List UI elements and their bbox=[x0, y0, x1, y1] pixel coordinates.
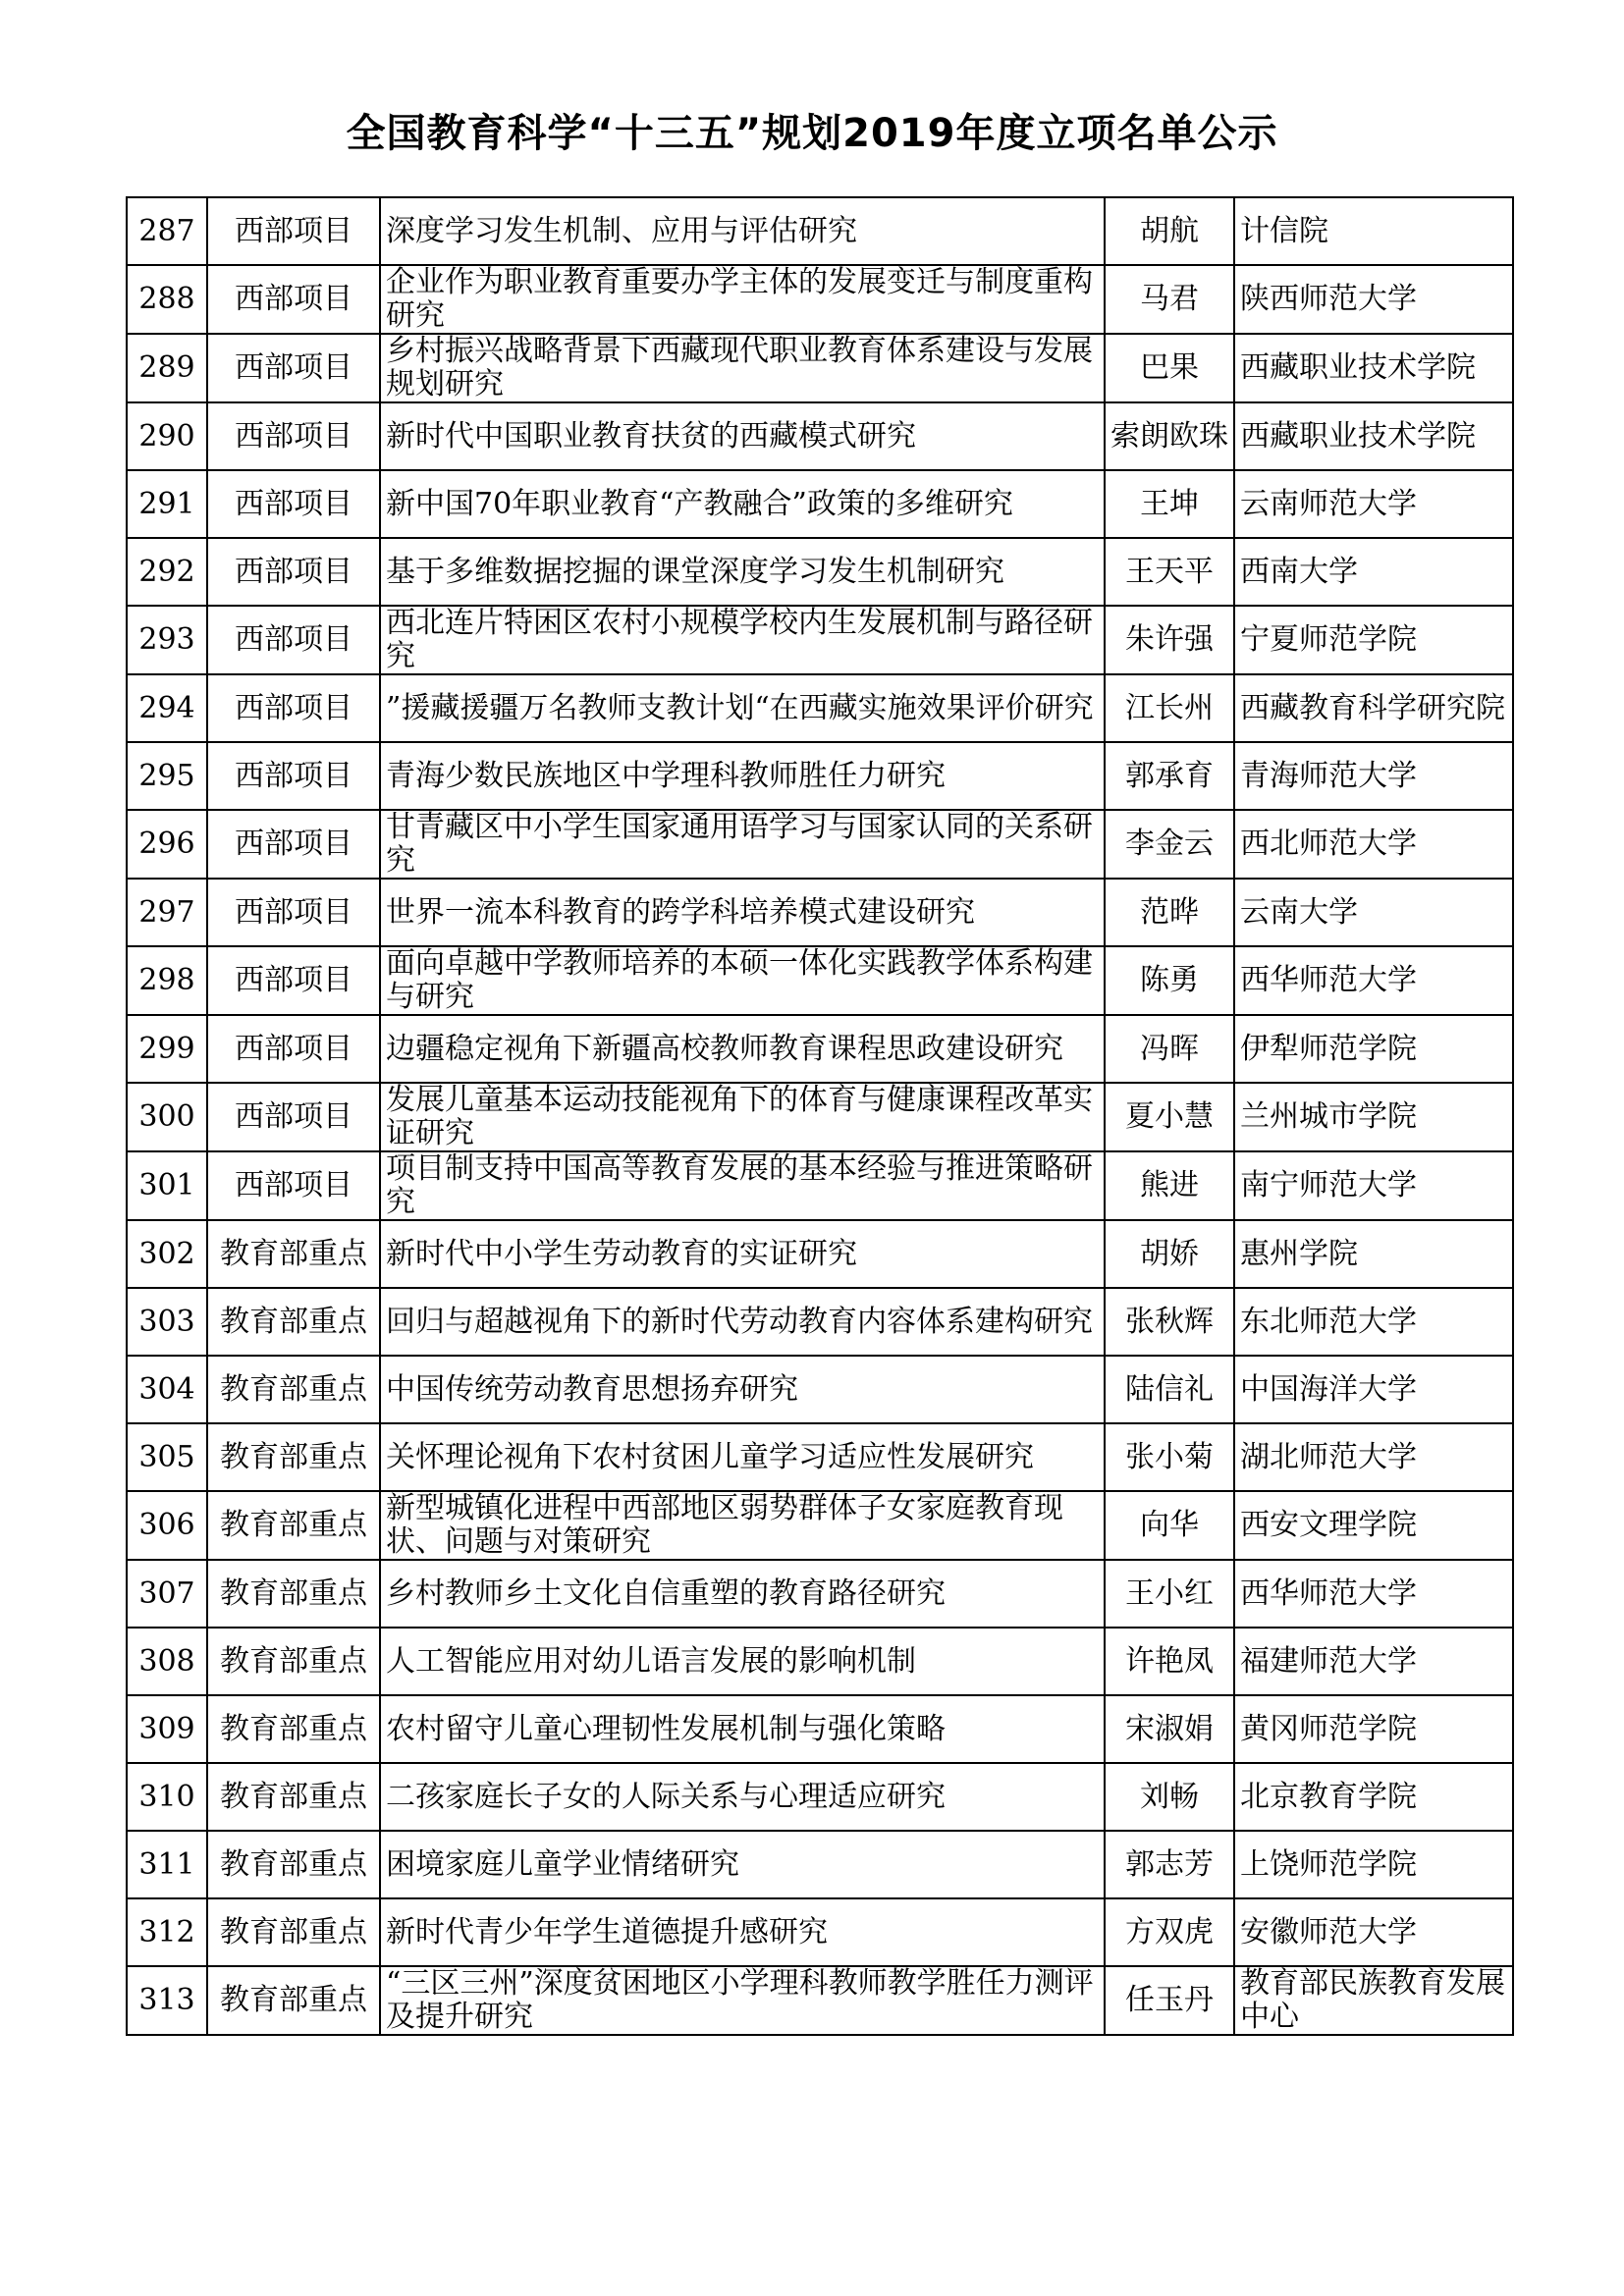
cell-project-title: 世界一流本科教育的跨学科培养模式建设研究 bbox=[380, 879, 1105, 946]
cell-project-type: 西部项目 bbox=[207, 1151, 380, 1220]
cell-project-type: 西部项目 bbox=[207, 810, 380, 879]
cell-number: 293 bbox=[127, 606, 207, 674]
cell-institution: 云南大学 bbox=[1234, 879, 1513, 946]
table-row bbox=[127, 1831, 1513, 1898]
table-row bbox=[127, 606, 1513, 674]
cell-project-title: 中国传统劳动教育思想扬弃研究 bbox=[380, 1356, 1105, 1423]
cell-institution: 福建师范大学 bbox=[1234, 1628, 1513, 1695]
cell-institution: 黄冈师范学院 bbox=[1234, 1695, 1513, 1763]
cell-project-type: 教育部重点 bbox=[207, 1831, 380, 1898]
cell-number: 295 bbox=[127, 742, 207, 810]
table-row bbox=[127, 1966, 1513, 2035]
table-body bbox=[127, 197, 1513, 2035]
cell-project-type: 西部项目 bbox=[207, 606, 380, 674]
table-row bbox=[127, 1423, 1513, 1491]
cell-principal-name: 向华 bbox=[1105, 1491, 1234, 1560]
cell-project-title: 新时代中国职业教育扶贫的西藏模式研究 bbox=[380, 402, 1105, 470]
cell-number: 311 bbox=[127, 1831, 207, 1898]
cell-principal-name: 胡航 bbox=[1105, 197, 1234, 265]
cell-project-type: 西部项目 bbox=[207, 470, 380, 538]
cell-institution: 教育部民族教育发展中心 bbox=[1234, 1966, 1513, 2035]
cell-number: 294 bbox=[127, 674, 207, 742]
cell-institution: 西藏教育科学研究院 bbox=[1234, 674, 1513, 742]
table-row bbox=[127, 1695, 1513, 1763]
table-row bbox=[127, 674, 1513, 742]
cell-number: 302 bbox=[127, 1220, 207, 1288]
cell-institution: 宁夏师范学院 bbox=[1234, 606, 1513, 674]
table-row bbox=[127, 402, 1513, 470]
cell-number: 312 bbox=[127, 1898, 207, 1966]
table-row bbox=[127, 810, 1513, 879]
cell-principal-name: 夏小慧 bbox=[1105, 1083, 1234, 1151]
cell-principal-name: 江长州 bbox=[1105, 674, 1234, 742]
cell-project-type: 西部项目 bbox=[207, 1015, 380, 1083]
cell-number: 288 bbox=[127, 265, 207, 334]
table-row bbox=[127, 1220, 1513, 1288]
cell-project-type: 西部项目 bbox=[207, 402, 380, 470]
table-row bbox=[127, 334, 1513, 402]
cell-project-title: 回归与超越视角下的新时代劳动教育内容体系建构研究 bbox=[380, 1288, 1105, 1356]
cell-institution: 上饶师范学院 bbox=[1234, 1831, 1513, 1898]
cell-project-type: 教育部重点 bbox=[207, 1560, 380, 1628]
cell-project-type: 西部项目 bbox=[207, 946, 380, 1015]
cell-number: 313 bbox=[127, 1966, 207, 2035]
table-row bbox=[127, 1356, 1513, 1423]
table-row bbox=[127, 1628, 1513, 1695]
cell-project-title: “三区三州”深度贫困地区小学理科教师教学胜任力测评及提升研究 bbox=[380, 1966, 1105, 2035]
cell-project-title: 困境家庭儿童学业情绪研究 bbox=[380, 1831, 1105, 1898]
cell-principal-name: 刘畅 bbox=[1105, 1763, 1234, 1831]
cell-principal-name: 郭志芳 bbox=[1105, 1831, 1234, 1898]
cell-project-type: 西部项目 bbox=[207, 538, 380, 606]
cell-project-title: 新时代青少年学生道德提升感研究 bbox=[380, 1898, 1105, 1966]
cell-project-title: 青海少数民族地区中学理科教师胜任力研究 bbox=[380, 742, 1105, 810]
cell-project-title: 边疆稳定视角下新疆高校教师教育课程思政建设研究 bbox=[380, 1015, 1105, 1083]
cell-institution: 西南大学 bbox=[1234, 538, 1513, 606]
cell-institution: 西华师范大学 bbox=[1234, 946, 1513, 1015]
cell-institution: 湖北师范大学 bbox=[1234, 1423, 1513, 1491]
cell-principal-name: 李金云 bbox=[1105, 810, 1234, 879]
cell-principal-name: 许艳凤 bbox=[1105, 1628, 1234, 1695]
cell-project-title: 项目制支持中国高等教育发展的基本经验与推进策略研究 bbox=[380, 1151, 1105, 1220]
cell-number: 297 bbox=[127, 879, 207, 946]
cell-project-title: 农村留守儿童心理韧性发展机制与强化策略 bbox=[380, 1695, 1105, 1763]
cell-principal-name: 冯晖 bbox=[1105, 1015, 1234, 1083]
cell-number: 291 bbox=[127, 470, 207, 538]
cell-principal-name: 胡娇 bbox=[1105, 1220, 1234, 1288]
cell-number: 289 bbox=[127, 334, 207, 402]
cell-institution: 兰州城市学院 bbox=[1234, 1083, 1513, 1151]
table-row bbox=[127, 946, 1513, 1015]
table-row bbox=[127, 1015, 1513, 1083]
cell-principal-name: 张小菊 bbox=[1105, 1423, 1234, 1491]
cell-project-type: 教育部重点 bbox=[207, 1763, 380, 1831]
cell-institution: 计信院 bbox=[1234, 197, 1513, 265]
cell-project-type: 教育部重点 bbox=[207, 1898, 380, 1966]
table-row bbox=[127, 538, 1513, 606]
cell-project-type: 教育部重点 bbox=[207, 1423, 380, 1491]
cell-number: 305 bbox=[127, 1423, 207, 1491]
table-row bbox=[127, 1763, 1513, 1831]
cell-project-type: 西部项目 bbox=[207, 742, 380, 810]
cell-principal-name: 陈勇 bbox=[1105, 946, 1234, 1015]
cell-project-type: 西部项目 bbox=[207, 879, 380, 946]
table-row bbox=[127, 879, 1513, 946]
cell-number: 296 bbox=[127, 810, 207, 879]
cell-number: 306 bbox=[127, 1491, 207, 1560]
table-row bbox=[127, 742, 1513, 810]
cell-project-type: 教育部重点 bbox=[207, 1288, 380, 1356]
cell-institution: 中国海洋大学 bbox=[1234, 1356, 1513, 1423]
cell-institution: 陕西师范大学 bbox=[1234, 265, 1513, 334]
cell-project-type: 教育部重点 bbox=[207, 1356, 380, 1423]
cell-number: 301 bbox=[127, 1151, 207, 1220]
cell-project-title: 关怀理论视角下农村贫困儿童学习适应性发展研究 bbox=[380, 1423, 1105, 1491]
cell-institution: 惠州学院 bbox=[1234, 1220, 1513, 1288]
cell-institution: 安徽师范大学 bbox=[1234, 1898, 1513, 1966]
table-row bbox=[127, 1288, 1513, 1356]
cell-institution: 云南师范大学 bbox=[1234, 470, 1513, 538]
cell-project-title: ”援藏援疆万名教师支教计划“在西藏实施效果评价研究 bbox=[380, 674, 1105, 742]
cell-project-type: 西部项目 bbox=[207, 265, 380, 334]
cell-project-type: 西部项目 bbox=[207, 1083, 380, 1151]
cell-principal-name: 宋淑娟 bbox=[1105, 1695, 1234, 1763]
cell-number: 299 bbox=[127, 1015, 207, 1083]
table-row bbox=[127, 265, 1513, 334]
cell-number: 300 bbox=[127, 1083, 207, 1151]
cell-institution: 青海师范大学 bbox=[1234, 742, 1513, 810]
cell-project-title: 人工智能应用对幼儿语言发展的影响机制 bbox=[380, 1628, 1105, 1695]
cell-number: 310 bbox=[127, 1763, 207, 1831]
cell-project-title: 基于多维数据挖掘的课堂深度学习发生机制研究 bbox=[380, 538, 1105, 606]
cell-project-type: 西部项目 bbox=[207, 197, 380, 265]
cell-principal-name: 陆信礼 bbox=[1105, 1356, 1234, 1423]
cell-principal-name: 任玉丹 bbox=[1105, 1966, 1234, 2035]
cell-project-type: 教育部重点 bbox=[207, 1966, 380, 2035]
cell-institution: 南宁师范大学 bbox=[1234, 1151, 1513, 1220]
table-row bbox=[127, 197, 1513, 265]
cell-institution: 伊犁师范学院 bbox=[1234, 1015, 1513, 1083]
cell-principal-name: 王小红 bbox=[1105, 1560, 1234, 1628]
table-row bbox=[127, 1898, 1513, 1966]
cell-number: 298 bbox=[127, 946, 207, 1015]
cell-principal-name: 范晔 bbox=[1105, 879, 1234, 946]
cell-project-title: 新时代中小学生劳动教育的实证研究 bbox=[380, 1220, 1105, 1288]
cell-project-title: 二孩家庭长子女的人际关系与心理适应研究 bbox=[380, 1763, 1105, 1831]
cell-project-type: 教育部重点 bbox=[207, 1695, 380, 1763]
cell-institution: 东北师范大学 bbox=[1234, 1288, 1513, 1356]
cell-principal-name: 马君 bbox=[1105, 265, 1234, 334]
table-row bbox=[127, 1083, 1513, 1151]
cell-number: 307 bbox=[127, 1560, 207, 1628]
cell-project-title: 深度学习发生机制、应用与评估研究 bbox=[380, 197, 1105, 265]
table-row bbox=[127, 1151, 1513, 1220]
page-title: 全国教育科学“十三五”规划2019年度立项名单公示 bbox=[346, 111, 1278, 156]
cell-number: 287 bbox=[127, 197, 207, 265]
cell-project-title: 乡村教师乡土文化自信重塑的教育路径研究 bbox=[380, 1560, 1105, 1628]
cell-project-title: 西北连片特困区农村小规模学校内生发展机制与路径研究 bbox=[380, 606, 1105, 674]
cell-institution: 北京教育学院 bbox=[1234, 1763, 1513, 1831]
cell-project-title: 甘青藏区中小学生国家通用语学习与国家认同的关系研究 bbox=[380, 810, 1105, 879]
cell-project-type: 教育部重点 bbox=[207, 1628, 380, 1695]
cell-institution: 西藏职业技术学院 bbox=[1234, 402, 1513, 470]
cell-project-title: 面向卓越中学教师培养的本硕一体化实践教学体系构建与研究 bbox=[380, 946, 1105, 1015]
cell-principal-name: 王坤 bbox=[1105, 470, 1234, 538]
cell-project-type: 教育部重点 bbox=[207, 1491, 380, 1560]
cell-principal-name: 方双虎 bbox=[1105, 1898, 1234, 1966]
cell-project-type: 西部项目 bbox=[207, 334, 380, 402]
cell-principal-name: 张秋辉 bbox=[1105, 1288, 1234, 1356]
cell-principal-name: 王天平 bbox=[1105, 538, 1234, 606]
cell-number: 292 bbox=[127, 538, 207, 606]
cell-principal-name: 索朗欧珠 bbox=[1105, 402, 1234, 470]
cell-project-title: 新型城镇化进程中西部地区弱势群体子女家庭教育现状、问题与对策研究 bbox=[380, 1491, 1105, 1560]
cell-project-type: 西部项目 bbox=[207, 674, 380, 742]
cell-project-title: 新中国70年职业教育“产教融合”政策的多维研究 bbox=[380, 470, 1105, 538]
cell-principal-name: 郭承育 bbox=[1105, 742, 1234, 810]
project-list-table bbox=[126, 196, 1514, 2036]
cell-project-title: 企业作为职业教育重要办学主体的发展变迁与制度重构研究 bbox=[380, 265, 1105, 334]
cell-institution: 西北师范大学 bbox=[1234, 810, 1513, 879]
cell-principal-name: 熊进 bbox=[1105, 1151, 1234, 1220]
cell-institution: 西华师范大学 bbox=[1234, 1560, 1513, 1628]
cell-number: 303 bbox=[127, 1288, 207, 1356]
cell-number: 309 bbox=[127, 1695, 207, 1763]
cell-project-title: 发展儿童基本运动技能视角下的体育与健康课程改革实证研究 bbox=[380, 1083, 1105, 1151]
cell-institution: 西安文理学院 bbox=[1234, 1491, 1513, 1560]
table-row bbox=[127, 1491, 1513, 1560]
cell-principal-name: 朱许强 bbox=[1105, 606, 1234, 674]
table-row bbox=[127, 470, 1513, 538]
cell-number: 308 bbox=[127, 1628, 207, 1695]
cell-principal-name: 巴果 bbox=[1105, 334, 1234, 402]
cell-project-title: 乡村振兴战略背景下西藏现代职业教育体系建设与发展规划研究 bbox=[380, 334, 1105, 402]
table-row bbox=[127, 1560, 1513, 1628]
cell-project-type: 教育部重点 bbox=[207, 1220, 380, 1288]
cell-number: 290 bbox=[127, 402, 207, 470]
cell-institution: 西藏职业技术学院 bbox=[1234, 334, 1513, 402]
cell-number: 304 bbox=[127, 1356, 207, 1423]
